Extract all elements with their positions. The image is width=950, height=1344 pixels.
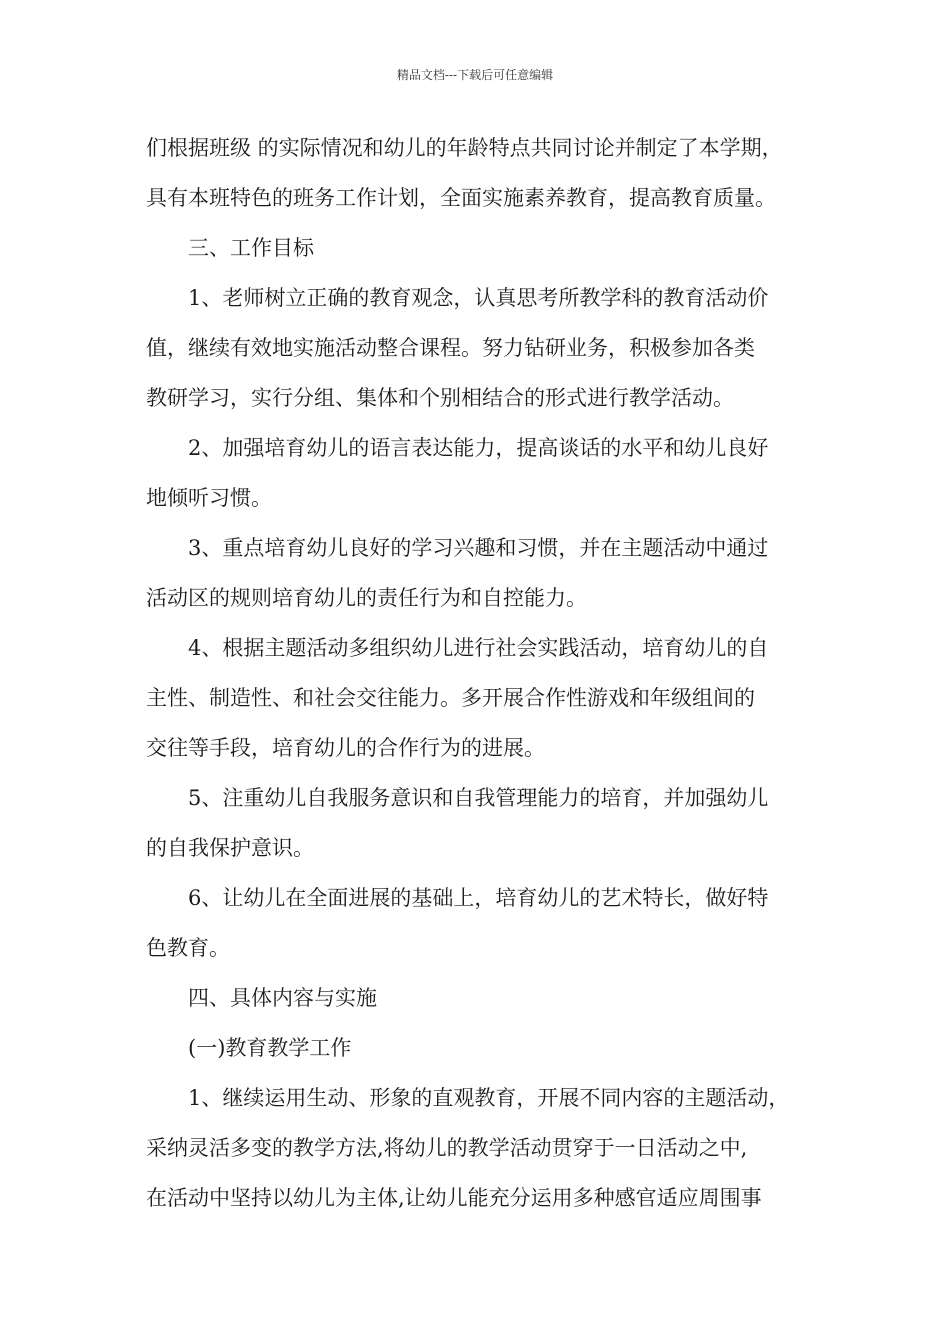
paragraph-line: 主性、制造性、和社会交往能力。多开展合作性游戏和年级组间的	[146, 686, 755, 710]
paragraph-line: 色教育。	[146, 936, 230, 960]
paragraph-line: 3、重点培育幼儿良好的学习兴趣和习惯，并在主题活动中通过	[188, 536, 769, 560]
paragraph-line: 5、注重幼儿自我服务意识和自我管理能力的培育，并加强幼儿	[188, 786, 769, 810]
paragraph-line: 值，继续有效地实施活动整合课程。努力钻研业务，积极参加各类	[146, 336, 755, 360]
paragraph-line: 们根据班级 的实际情况和幼儿的年龄特点共同讨论并制定了本学期，	[146, 136, 783, 160]
paragraph-line: 2、加强培育幼儿的语言表达能力，提高谈话的水平和幼儿良好	[188, 436, 769, 460]
paragraph-line: 4、根据主题活动多组织幼儿进行社会实践活动，培育幼儿的自	[188, 636, 769, 660]
paragraph-line: 地倾听习惯。	[146, 486, 272, 510]
paragraph-line: 6、让幼儿在全面进展的基础上，培育幼儿的艺术特长，做好特	[188, 886, 769, 910]
section-heading: 四、具体内容与实施	[188, 986, 377, 1010]
paragraph-line: 在活动中坚持以幼儿为主体,让幼儿能充分运用多种感官适应周围事	[146, 1186, 762, 1210]
document-body	[146, 128, 816, 1228]
paragraph-line: 具有本班特色的班务工作计划，全面实施素养教育，提高教育质量。	[146, 186, 776, 210]
paragraph-line: 1、继续运用生动、形象的直观教育，开展不同内容的主题活动，	[188, 1086, 790, 1110]
paragraph-line: 采纳灵活多变的教学方法,将幼儿的教学活动贯穿于一日活动之中,	[146, 1136, 748, 1160]
paragraph-line: 教研学习，实行分组、集体和个别相结合的形式进行教学活动。	[146, 386, 734, 410]
subsection-heading: (一)教育教学工作	[188, 1036, 352, 1060]
paragraph-line: 活动区的规则培育幼儿的责任行为和自控能力。	[146, 586, 587, 610]
section-heading: 三、工作目标	[188, 236, 314, 260]
page-header: 精品文档---下载后可任意编辑	[396, 68, 554, 82]
paragraph-line: 的自我保护意识。	[146, 836, 314, 860]
paragraph-line: 1、老师树立正确的教育观念，认真思考所教学科的教育活动价	[188, 286, 769, 310]
paragraph-line: 交往等手段，培育幼儿的合作行为的进展。	[146, 736, 545, 760]
